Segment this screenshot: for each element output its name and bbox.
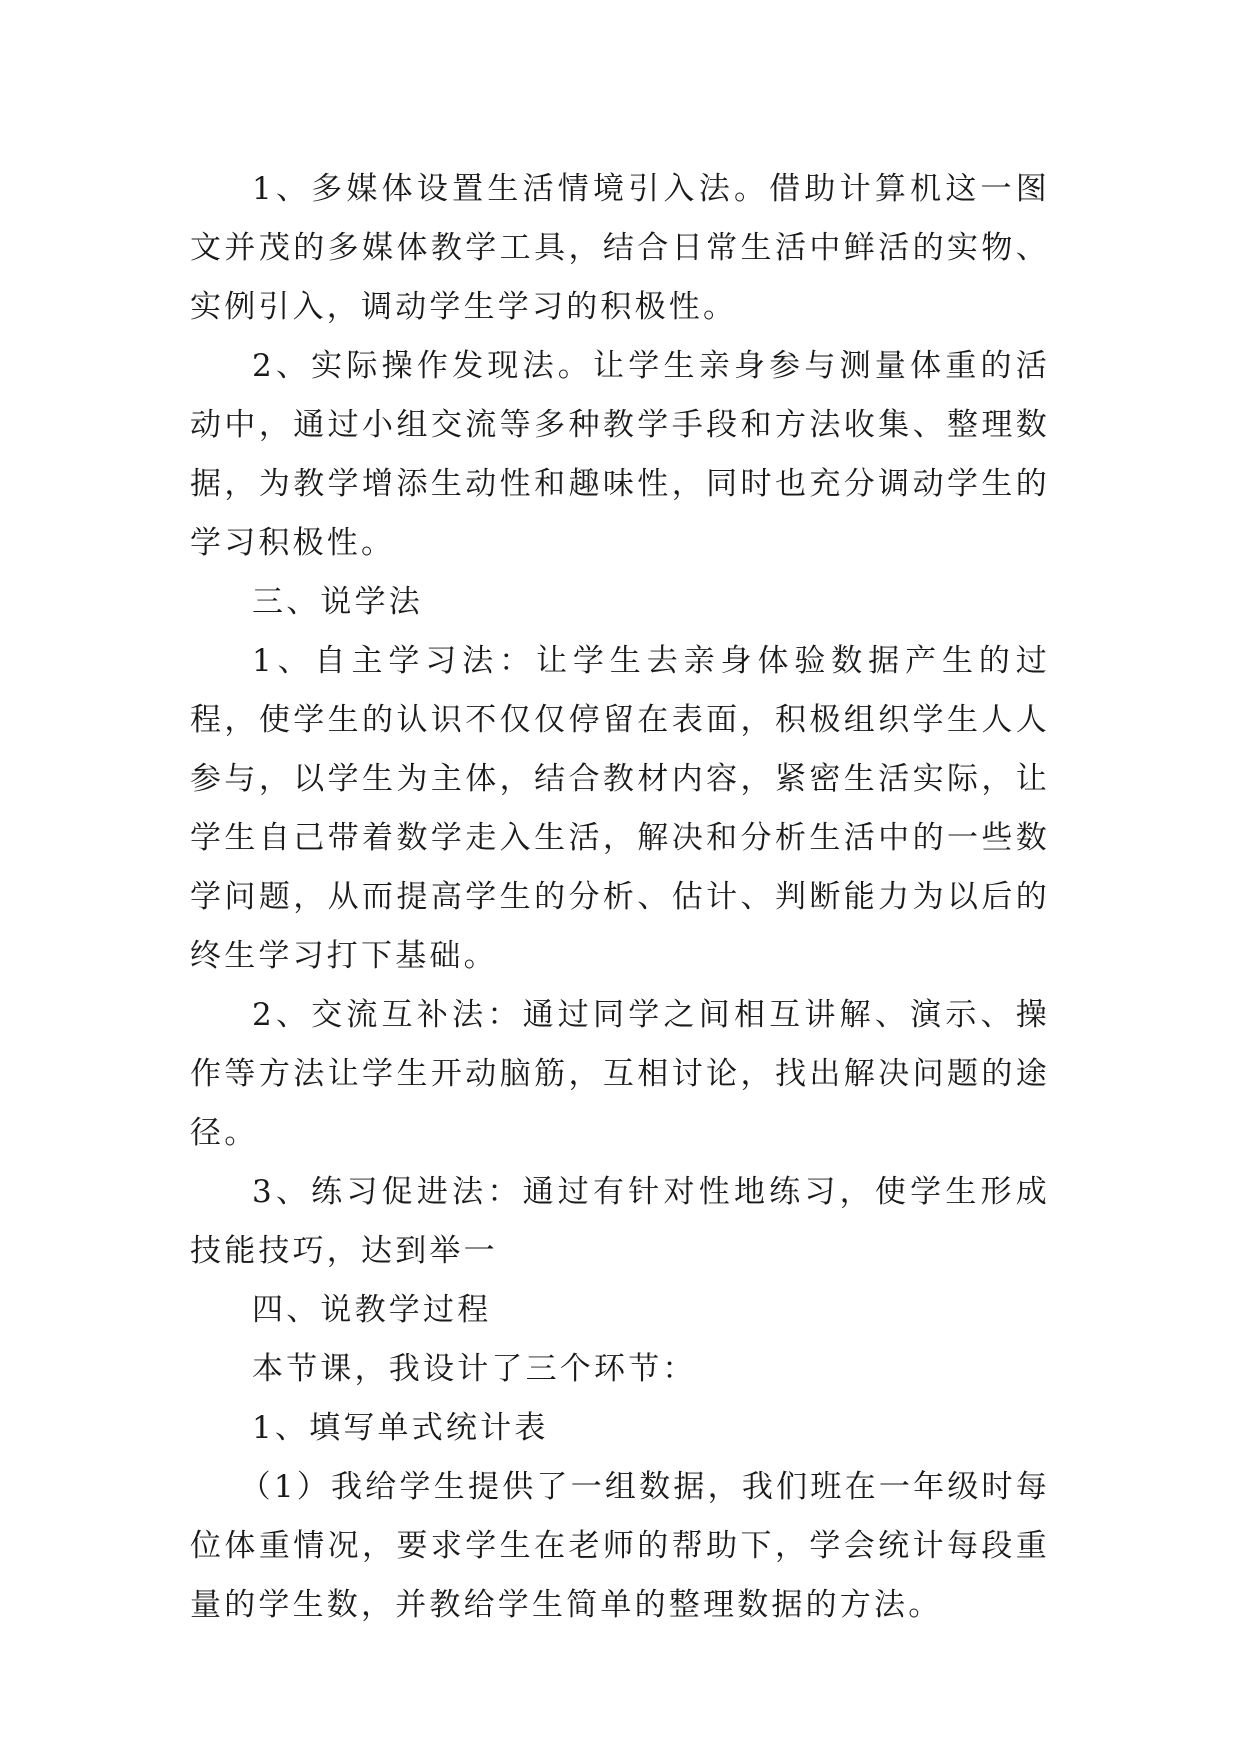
- paragraph-learning-2: 2、交流互补法：通过同学之间相互讲解、演示、操作等方法让学生开动脑筋，互相讨论，找出解决问题的途径。: [190, 997, 1050, 1151]
- paragraph-method-2: 2、实际操作发现法。让学生亲身参与测量体重的活动中，通过小组交流等多种教学手段和方法收集、整理数据，为教学增添生动性和趣味性，同时也充分调动学生的学习积极性。: [190, 348, 1050, 561]
- paragraph-intro: 本节课，我设计了三个环节：: [252, 1351, 697, 1387]
- subheading-step-1: 1、填写单式统计表: [252, 1410, 549, 1446]
- document-body: [190, 160, 1050, 1635]
- paragraph-method-1: 1、多媒体设置生活情境引入法。借助计算机这一图文并茂的多媒体教学工具，结合日常生活中鲜活的实物、实例引入，调动学生学习的积极性。: [190, 171, 1050, 325]
- paragraph-learning-3: 3、练习促进法：通过有针对性地练习，使学生形成技能技巧，达到举一: [190, 1174, 1050, 1269]
- paragraph-step-1-detail: （1）我给学生提供了一组数据，我们班在一年级时每位体重情况，要求学生在老师的帮助下，学会统计每段重量的学生数，并教给学生简单的整理数据的方法。: [190, 1469, 1050, 1623]
- section-heading-teaching-process: 四、说教学过程: [252, 1292, 492, 1328]
- paragraph-learning-1: 1、自主学习法：让学生去亲身体验数据产生的过程，使学生的认识不仅仅停留在表面，积极组织学生人人参与，以学生为主体，结合教材内容，紧密生活实际，让学生自己带着数学走入生活，解决和分析生活中的一些数学问题，从而提高学生的分析、估计、判断能力为以后的终生学习打下基础。: [190, 643, 1050, 974]
- section-heading-learning-methods: 三、说学法: [252, 584, 423, 620]
